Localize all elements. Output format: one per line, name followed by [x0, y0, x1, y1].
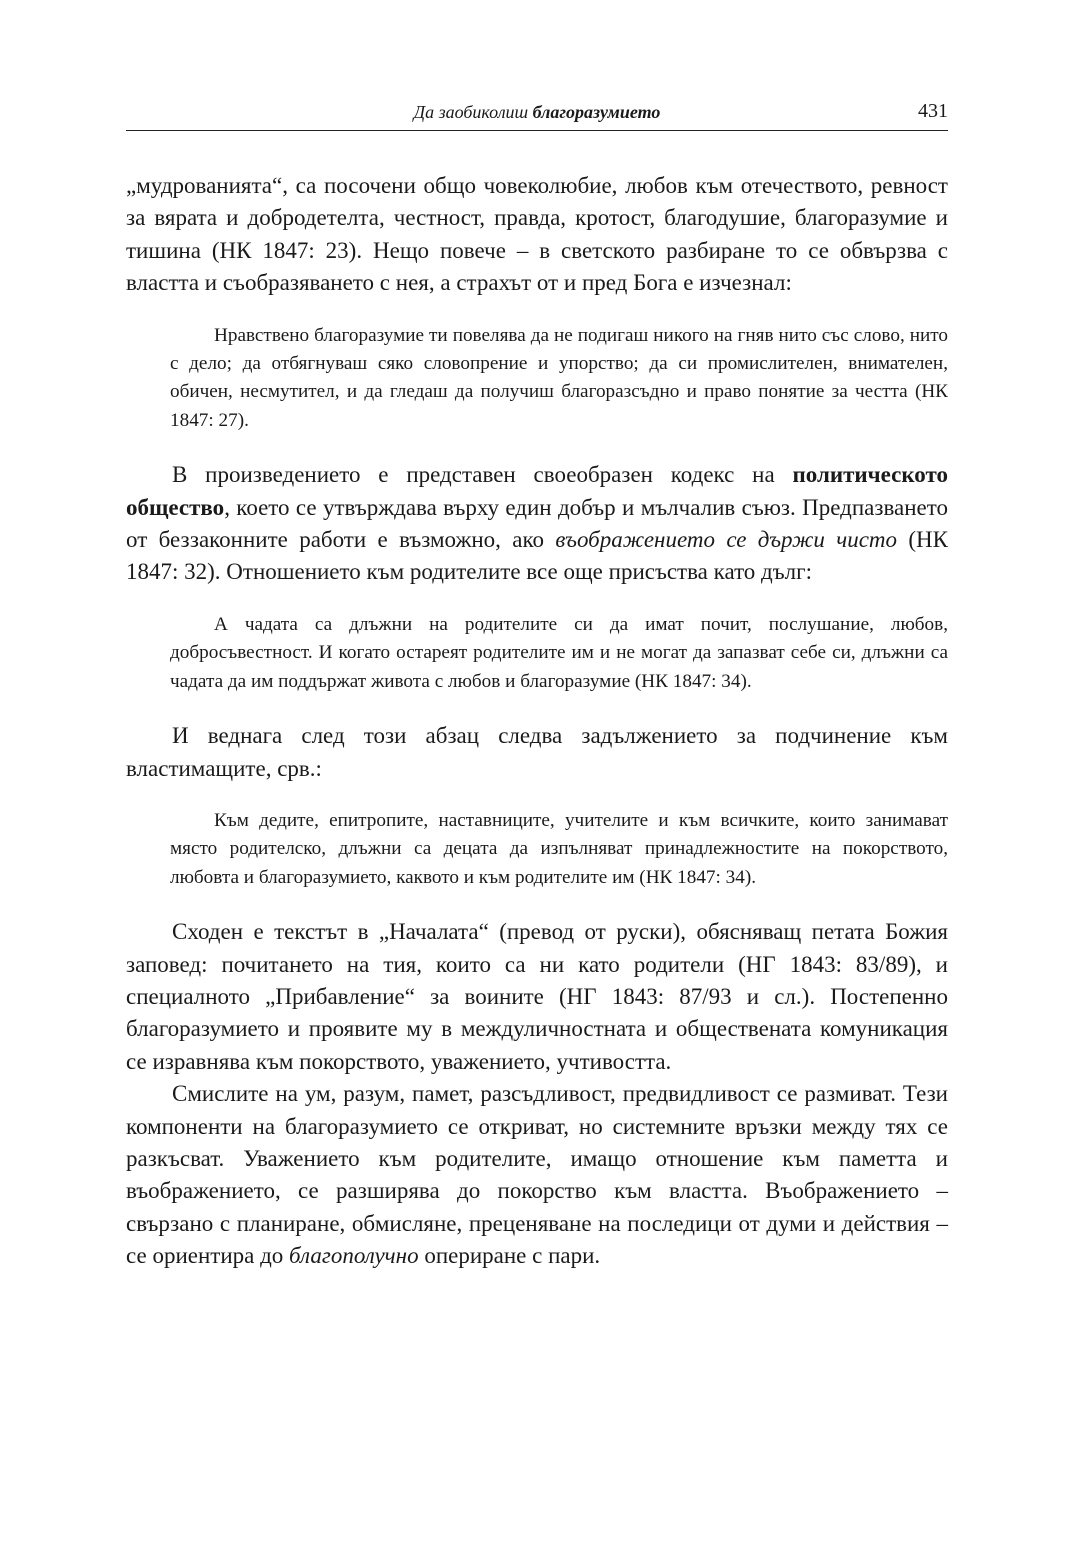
- paragraph-2-part-b: , което се утвърждава върху един добър и мълчалив съюз. Предпазването от беззаконните работи е възможно, ако: [126, 494, 948, 553]
- block-quote-1: Нравствено благоразумие ти повелява да не подигаш никого на гняв нито със слово, нито с дело; да отбягнуваш сяко словопрение и упорство; да си промислителен, внимателен, обичен, несмутител, и да гледаш да получиш благоразсъдно и право понятие за честта (НК 1847: 27).: [170, 324, 948, 431]
- paragraph-5-part-a: Смислите на ум, разум, памет, разсъдливост, предвидливост се размиват. Тези компоненти на благоразумието се откриват, но системните връзки между тях се разкъсват. Уважението към родителите, имащо отношение към паметта и въображението, се разширява до покорство към властта. Въображението – свързано с планиране, обмисляне, преценяване на последици от думи и действия – се ориентира до: [126, 1081, 948, 1269]
- paragraph-2-bold: политическото общество: [126, 462, 948, 520]
- paragraph-2-part-c: (НК 1847: 32). Отношението към родителите все още присъства като дълг:: [126, 527, 948, 585]
- paragraph-5-part-b: опериране с пари.: [418, 1243, 601, 1269]
- block-quote-2: А чадата са длъжни на родителите си да имат почит, послушание, любов, добросъвестност. И когато остареят родителите им и не могат да запазват себе си, длъжни са чадата да им поддържат живота с любов и благоразумие (НК 1847: 34).: [170, 613, 948, 692]
- paragraph-2-italic: въображението се държи чисто: [555, 527, 898, 553]
- running-header: [126, 100, 948, 131]
- page-number: 431: [918, 100, 948, 122]
- paragraph-1: „мудрованията“, са посочени общо човеколюбие, любов към отечеството, ревност за вярата и добродетелта, честност, правда, кротост, благодушие, благоразумие и тишина (НК 1847: 23). Нещо повече – в светското разбиране то се обвързва с властта и съобразяването с нея, а страхът от и пред Бога е изчезнал:: [126, 173, 948, 296]
- running-title-plain: Да заобиколиш: [413, 102, 533, 122]
- running-title-bold: благоразумието: [532, 102, 661, 122]
- paragraph-5-italic: благополучно: [289, 1243, 419, 1269]
- running-title: [126, 102, 948, 123]
- paragraph-2-part-a: В произведението е представен своеобразен кодекс на: [172, 462, 793, 488]
- paragraph-3: И веднага след този абзац следва задължението за подчинение към властимащите, срв.:: [126, 723, 948, 781]
- paragraph-4: Сходен е текстът в „Началата“ (превод от руски), обясняващ петата Божия заповед: почитането на тия, които са ни като родители (НГ 1843: 83/89), и специалното „Прибавление“ за воините (НГ 1843: 87/93 и сл.). Постепенно благоразумието и проявите му в междуличностната и обществената комуникация се изравнява към покорството, уважението, учтивостта.: [126, 919, 948, 1074]
- page-body: [126, 170, 948, 1273]
- block-quote-3: Към дедите, епитропите, наставниците, учителите и към всичките, които занимават място родителско, длъжни са децата да изпълняват принадлежностите на покорството, любовта и благоразумието, каквото и към родителите им (НК 1847: 34).: [170, 809, 948, 888]
- paragraph-2: [126, 459, 948, 589]
- paragraph-5: [126, 1078, 948, 1272]
